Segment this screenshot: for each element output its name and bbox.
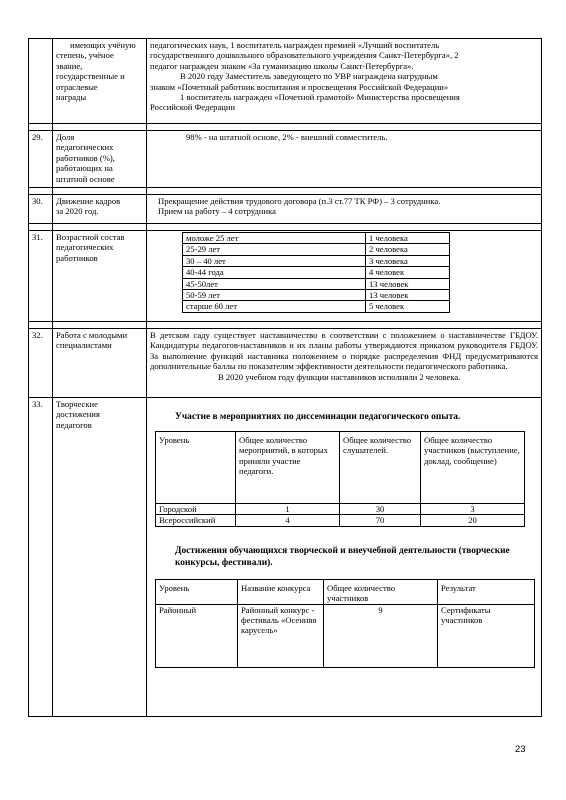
main-table [28,38,542,717]
age-row [183,233,450,244]
count-cell: 4 человек [366,267,450,278]
cell: Сертификаты участников [438,604,535,667]
label-line: работников (%), [56,152,115,163]
row-number-cell [29,39,53,124]
header-cell: Название конкурса [238,579,324,604]
table-header-row [156,579,535,604]
cell: 4 [236,515,340,526]
count-cell: 2 человека [366,244,450,255]
cell: 9 [324,604,438,667]
text-line: В 2020 году Заместитель заведующего по УВР награждена нагрудным [180,71,438,82]
spacer-row [29,124,542,131]
row-text-cell [147,195,542,224]
header-cell: Уровень [156,579,238,604]
table-row [29,329,542,398]
cell: 70 [340,515,421,526]
row-text-cell [147,131,542,188]
row-number: 32. [29,329,53,398]
paragraph: В детском саду существует наставничество в соответствии с положением о наставничестве ГБДОУ. Кандидатуры педагогов-наставников и их планы работы утверждаются приказом руководителя ГБДОУ. За выполнение функций наставника положением о порядке распределения ФНД предусматриваются дополнительные баллы по показателям эффективности деятельности педагогического работника. [150,330,538,372]
table-row [29,231,542,322]
age-cell: 50-59 лет [183,290,366,301]
spacer-row [29,188,542,195]
table-row [29,39,542,124]
table-row [29,131,542,188]
count-cell: 5 человек [366,301,450,312]
count-cell: 1 человека [366,233,450,244]
age-row [183,255,450,266]
text-line: 98% - на штатной основе, 2% - внешний совместитель. [186,132,388,142]
spacer-row [29,224,542,231]
table-row [156,504,525,515]
header-cell: Результат [438,579,535,604]
paragraph: В 2020 учебном году функции наставников исполняли 2 человека. [218,371,461,382]
age-cell: моложе 25 лет [183,233,366,244]
cell: 1 [236,504,340,515]
label-line: работников [56,252,98,263]
text-line: Прекращение действия трудового договора (п.3 ст.77 ТК РФ) – 3 сотрудника. [158,196,441,206]
row-number: 31. [29,231,53,322]
age-row [183,278,450,289]
age-row [183,267,450,278]
label-line: Возрастной состав [56,232,125,242]
age-cell: 25-29 лет [183,244,366,255]
label-line: награды [56,92,87,103]
cell: 30 [340,504,421,515]
table1-title: Участие в мероприятиях по диссеминации педагогического опыта. [175,412,461,422]
label-line: звание, [56,60,83,71]
label-line: отраслевые [56,81,98,92]
text-line: государственного дошкольного образовательного учреждения Санкт-Петербурга», 2 [150,50,459,61]
label-line: Творческие [56,399,98,409]
label-line: педагогов [56,419,92,430]
count-cell: 13 человек [366,290,450,301]
label-line: штатной основе [56,173,115,184]
cell: Районный [156,604,238,667]
label-line: Доля [56,132,75,142]
header-cell: Общее количество мероприятий, в которых приняли участие педагоги. [236,432,340,504]
text-line: знаком «Почетный работник воспитания и просвещения Российской Федерации» [150,81,449,92]
text-line: Российской Федерации [150,102,236,113]
row-label-cell [53,131,147,188]
text-line: педагог награжден знаком «За гуманизацию школы Санкт-Петербурга». [150,60,414,71]
cell: Городской [156,504,236,515]
text-line: педагогических наук, 1 воспитатель награжден премией «Лучший воспитатель [150,40,440,50]
table-header-row [156,432,525,504]
dissemination-table [155,431,525,527]
label-line: степень, учёное [56,50,114,61]
age-row [183,290,450,301]
row-label-cell [53,231,147,322]
header-cell: Общее количество участников (выступление, доклад, сообщение) [421,432,525,504]
table-row [156,515,525,526]
label-line: имеющих учёную [70,40,136,50]
age-cell: 30 – 40 лет [183,255,366,266]
row-label-cell [53,195,147,224]
cell: Районный конкурс - фестиваль «Осенняя карусель» [238,604,324,667]
header-cell: Общее количество участников [324,579,438,604]
label-line: педагогических [56,142,114,153]
row-text-cell [147,329,542,398]
row-text-cell [147,398,542,717]
label-line: специалистами [56,340,112,351]
age-row [183,244,450,255]
label-line: работающих на [56,163,113,174]
label-line: за 2020 год. [56,206,99,217]
age-cell: 40-44 года [183,267,366,278]
table-row [29,195,542,224]
row-label-cell [53,39,147,124]
age-cell: старше 60 лет [183,301,366,312]
row-label-cell [53,398,147,717]
table2-title: Достижения обучающихся творческой и внеучебной деятельности (творческие конкурсы, фестивали). [175,545,510,568]
header-cell: Уровень [156,432,236,504]
table-row [29,398,542,717]
count-cell: 3 человека [366,255,450,266]
spacer-row [29,322,542,329]
row-label-cell [53,329,147,398]
page-number: 23 [515,744,526,755]
age-cell: 45-50лет [183,278,366,289]
label-line: достижения [56,409,100,420]
label-line: Движение кадров [56,196,121,206]
table-row [156,604,535,667]
row-text-cell [147,231,542,322]
cell: 20 [421,515,525,526]
achievements-table [155,579,535,668]
row-text-cell [147,39,542,124]
row-number: 30. [29,195,53,224]
text-line: Прием на работу – 4 сотрудника [158,206,276,217]
cell: 3 [421,504,525,515]
count-cell: 13 человек [366,278,450,289]
header-cell: Общее количество слушателей. [340,432,421,504]
label-line: педагогических [56,242,114,253]
cell: Всероссийский [156,515,236,526]
label-line: государственные и [56,71,125,82]
age-table [182,232,450,313]
row-number: 33. [29,398,53,717]
row-number: 29. [29,131,53,188]
label-line: Работа с молодыми [56,330,128,340]
text-line: 1 воспитатель награжден «Почетной грамотой» Министерства просвещения [180,92,460,103]
age-row [183,301,450,312]
